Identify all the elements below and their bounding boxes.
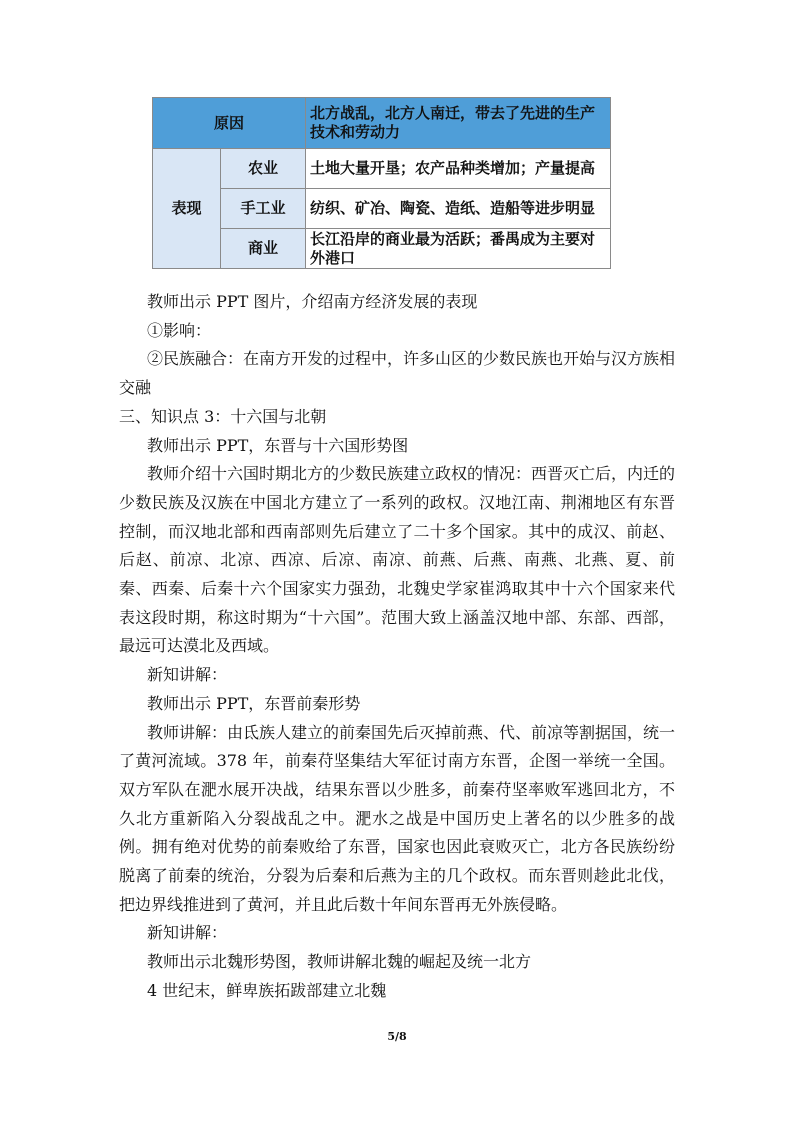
section-heading: 三、知识点 3：十六国与北朝 xyxy=(119,406,327,426)
paragraph: ②民族融合：在南方开发的过程中，许多山区的少数民族也开始与汉方族相交融 xyxy=(119,349,676,398)
paragraph: 教师介绍十六国时期北方的少数民族建立政权的情况：西晋灭亡后，内迁的少数民族及汉族在中国北方建立了一系列的政权。汉地江南、荆湘地区有东晋控制，而汉地北部和西南部则先后建立了二十多个国家。其中的成汉、前赵、后赵、前凉、北凉、西凉、后凉、南凉、前燕、后燕、南燕、北燕、夏、前秦、西秦、后秦十六个国家实力强劲，北魏史学家崔鸿取其中十六个国家来代表这段时期，称这时期为“十六国”。范围大致上涵盖汉地中部、东部、西部，最远可达漠北及西域。 xyxy=(119,464,676,656)
category-cell-commerce: 商业 xyxy=(221,229,306,269)
table-row xyxy=(153,149,611,189)
reason-value-cell: 北方战乱，北方人南迁，带去了先进的生产技术和劳动力 xyxy=(306,98,611,149)
category-cell-handicraft: 手工业 xyxy=(221,189,306,229)
value-cell-agriculture: 土地大量开垦；农产品种类增加；产量提高 xyxy=(306,149,611,189)
category-cell-agriculture: 农业 xyxy=(221,149,306,189)
table-row xyxy=(153,189,611,229)
table-row xyxy=(153,229,611,269)
paragraph: 教师出示 PPT，东晋与十六国形势图 xyxy=(147,435,409,455)
table-row xyxy=(153,98,611,149)
body-text xyxy=(119,288,675,1006)
value-cell-handicraft: 纺织、矿冶、陶瓷、造纸、造船等进步明显 xyxy=(306,189,611,229)
paragraph: 新知讲解： xyxy=(147,923,228,943)
paragraph: 新知讲解： xyxy=(147,665,228,685)
paragraph: 教师出示 PPT，东晋前秦形势 xyxy=(147,693,361,713)
paragraph: 4 世纪末，鲜卑族拓跋部建立北魏 xyxy=(147,980,387,1000)
paragraph: 教师讲解：由氐族人建立的前秦国先后灭掉前燕、代、前凉等割据国，统一了黄河流域。378 年，前秦苻坚集结大军征讨南方东晋，企图一举统一全国。双方军队在淝水展开决战，结果东晋以少胜多，前秦苻坚率败军逃回北方，不久北方重新陷入分裂战乱之中。淝水之战是中国历史上著名的以少胜多的战例。拥有绝对优势的前秦败给了东晋，国家也因此衰败灭亡，北方各民族纷纷脱离了前秦的统治，分裂为后秦和后燕为主的几个政权。而东晋则趁此北伐，把边界线推进到了黄河，并且此后数十年间东晋再无外族侵略。 xyxy=(119,722,676,914)
reason-label-cell: 原因 xyxy=(153,98,306,149)
page-number: 5/8 xyxy=(387,1030,407,1043)
performance-label-cell: 表现 xyxy=(153,149,221,269)
paragraph: 教师出示北魏形势图，教师讲解北魏的崛起及统一北方 xyxy=(147,952,532,972)
paragraph: 教师出示 PPT 图片，介绍南方经济发展的表现 xyxy=(147,292,478,311)
paragraph: ①影响： xyxy=(147,320,212,340)
value-cell-commerce: 长江沿岸的商业最为活跃；番禺成为主要对外港口 xyxy=(306,229,611,269)
south-economy-table xyxy=(152,97,611,269)
